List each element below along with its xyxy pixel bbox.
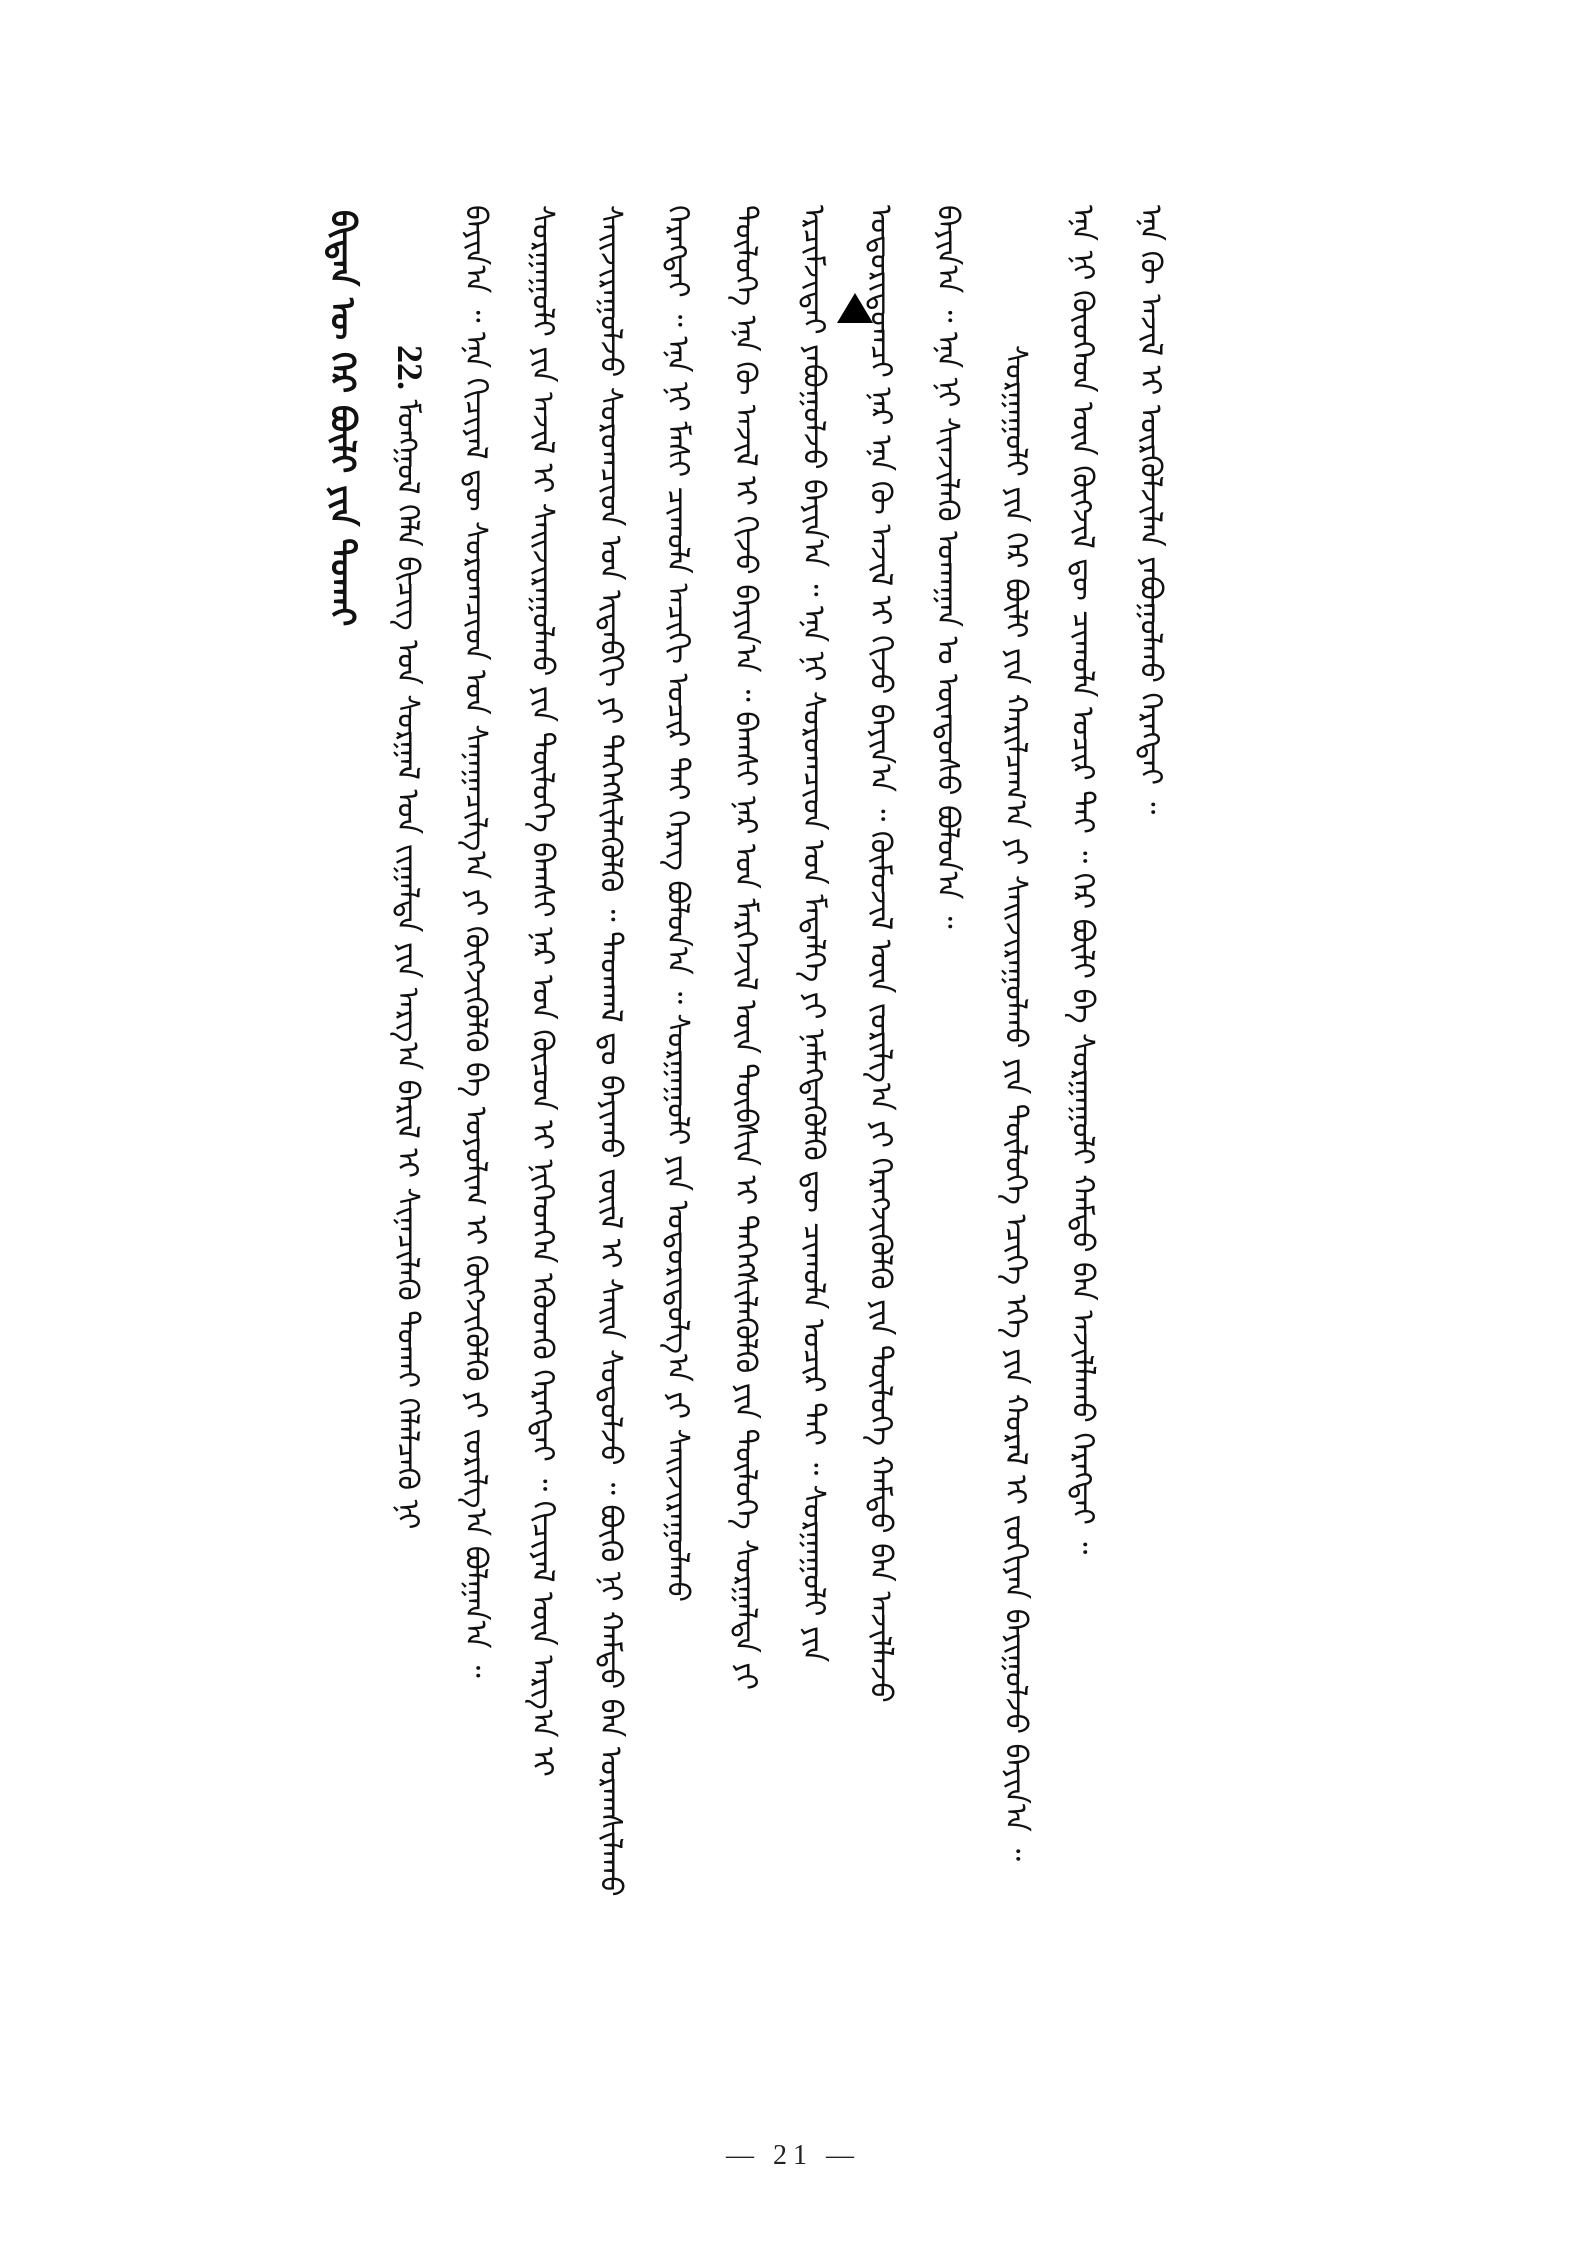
column-text: ᠰᠤᠷᠭᠠᠭᠤᠯᠢ ᠶᠢᠨ ᠠᠵᠢᠯ ᠢ ᠰᠠᠢᠵᠢᠷᠠᠭᠤᠯᠬᠤ ᠶᠢᠨ ᠲᠥᠯᠦᠭᠡ ᠪᠠᠭᠰᠢ ᠨᠠᠷ ᠤᠨ ᠬᠦᠴᠦᠨ ᠢ ᠨᠢᠭᠡᠳᠭᠡᠨ ᠡᠭᠦᠳᠬᠦ ᠬᠡᠷᠡᠭᠲᠡᠢ ᠃ ᠬᠢᠴᠢᠶᠡᠯ ᠦᠨ ᠠᠷᠭ᠎ᠠ ᠢ <box>525 205 560 1777</box>
triangle-marker-icon <box>837 293 873 323</box>
text-column-7 <box>793 205 833 1662</box>
column-text: ᠪᠠᠶᠢᠨ᠎ᠠ ᠃ ᠡᠨᠡ ᠨᠢ ᠰᠢᠨᠵᠢᠯᠡᠬᠦ ᠤᠬᠠᠭᠠᠨ ᠤ ᠦᠨᠳᠦᠰᠦ ᠪᠣᠯᠤᠨ᠎ᠠ ᠃ <box>930 205 965 929</box>
section-heading <box>322 210 362 626</box>
text-column-8 <box>860 205 900 1703</box>
text-column-3 <box>522 205 562 1777</box>
page-number: — 21 — <box>726 2140 860 2171</box>
column-text: ᠬᠡᠷᠡᠭᠲᠡᠢ ᠃ ᠡᠨᠡ ᠨᠢ ᠮᠠᠰᠢ ᠴᠢᠬᠤᠯᠠ ᠠᠴᠢᠬᠢ ᠤᠴᠢᠷ ᠲᠠᠢ ᠬᠡᠷᠡᠭ ᠪᠣᠯᠤᠨ᠎ᠠ ᠃ ᠰᠤᠷᠭᠠᠭᠤᠯᠢ ᠶᠢᠨ ᠤᠳᠤᠷᠢᠳᠤᠯᠭ᠎ᠠ ᠶᠢ ᠰᠠᠢᠵᠢᠷᠠᠭᠤᠯᠬᠤ <box>660 205 695 1603</box>
text-column-10 <box>995 345 1035 1861</box>
column-text: ᠡᠨᠡ ᠨᠢ ᠬᠦᠦᠬᠡᠳ ᠦᠨ ᠬᠥᠭᠵᠢᠯ ᠳᠦ ᠴᠢᠬᠤᠯᠠ ᠤᠴᠢᠷ ᠲᠠᠢ ᠃ ᠭᠡᠷ ᠪᠦᠯᠢ ᠪᠠ ᠰᠤᠷᠭᠠᠭᠤᠯᠢ ᠬᠠᠮᠲᠤ ᠪᠠᠨ ᠠᠵᠢᠯᠯᠠᠬᠤ ᠬᠡᠷᠡᠭᠲᠡᠢ ᠃ <box>1065 205 1100 1555</box>
item-number: 22. <box>390 345 430 390</box>
column-text: ᠪᠠᠶᠢᠨ᠎ᠠ ᠃ ᠡᠨᠡ ᠬᠢᠴᠢᠶᠡᠯ ᠳᠦ ᠰᠤᠷᠤᠭᠴᠢᠳ ᠤᠨ ᠰᠠᠨᠠᠭᠠᠴᠢᠯᠭ᠎ᠠ ᠶᠢ ᠬᠥᠭᠵᠢᠭᠦᠯᠬᠦ ᠪᠠ ᠤᠶᠤᠯᠢᠭ ᠢ ᠬᠥᠭᠵᠢᠭᠦᠯᠬᠦ ᠶᠢ ᠵᠣᠷᠢᠯᠭ᠎ᠠ ᠪᠣᠯᠭᠠᠨ᠎ᠠ ᠃ <box>458 205 493 1678</box>
column-text: ᠮᠣᠩᠭᠣᠯ ᠬᠡᠯᠡ ᠪᠢᠴᠢᠭ ᠤᠨ ᠰᠤᠷᠭᠠᠯ ᠤᠨ ᠵᠢᠭᠠᠯᠲᠠ ᠶᠢᠨ ᠠᠷᠭ᠎ᠠ ᠪᠠᠷᠢᠯ ᠢ ᠰᠢᠨᠡᠴᠢᠯᠡᠬᠦ ᠲᠤᠬᠠᠢ ᠬᠡᠯᠡᠯᠴᠡᠬᠦ ᠨᠢ <box>390 399 425 1530</box>
text-column-1 <box>387 345 430 1529</box>
column-text: ᠡᠨᠡ ᠬᠦ ᠠᠵᠢᠯ ᠢ ᠦᠷᠭᠦᠯᠵᠢᠯᠡᠨ ᠶᠠᠪᠤᠭᠤᠯᠬᠤ ᠬᠡᠷᠡᠭᠲᠡᠢ ᠃ <box>1133 205 1168 815</box>
text-column-5 <box>657 205 697 1602</box>
column-text: ᠲᠥᠯᠦᠭᠡ ᠡᠨᠡ ᠬᠦ ᠠᠵᠢᠯ ᠢ ᠬᠢᠵᠦ ᠪᠠᠶᠢᠨ᠎ᠠ ᠃ ᠪᠠᠭᠰᠢ ᠨᠠᠷ ᠤᠨ ᠮᠡᠷᠭᠡᠵᠢᠯ ᠦᠨ ᠲᠦᠪᠰᠢᠨ ᠢ ᠳᠡᠭᠡᠭᠰᠢᠯᠡᠭᠦᠯᠬᠦ ᠶᠢᠨ ᠲᠥᠯᠦᠭᠡ ᠰᠤᠷᠭᠠᠯᠲᠠ ᠶᠢ <box>728 205 763 1691</box>
text-column-2 <box>455 205 495 1678</box>
text-column-4 <box>590 205 630 1897</box>
text-column-9 <box>927 205 967 929</box>
column-text: ᠰᠠᠢᠵᠢᠷᠠᠭᠤᠯᠵᠤ ᠰᠤᠷᠤᠭᠴᠢᠳ ᠤᠨ ᠢᠳᠡᠪᠬᠢ ᠶᠢ ᠳᠡᠭᠡᠭᠰᠢᠯᠡᠭᠦᠯᠬᠦ ᠃ ᠳᠠᠳᠬᠠᠯ ᠳᠤ ᠪᠠᠶᠢᠬᠤ ᠵᠦᠢᠯ ᠢ ᠰᠠᠢᠨ ᠰᠤᠳᠤᠯᠵᠤ ᠃ ᠪᠦᠬᠦ ᠨᠢ ᠬᠠᠮᠲᠤ ᠪᠠᠨ ᠤᠷᠠᠭᠰᠢᠯᠠᠬᠤ <box>593 205 628 1897</box>
column-text: ᠤᠳᠤᠷᠢᠳᠤᠭᠴᠢ ᠨᠠᠷ ᠡᠨᠡ ᠬᠦ ᠠᠵᠢᠯ ᠢ ᠬᠢᠵᠦ ᠪᠠᠶᠢᠨ᠎ᠠ ᠃ ᠬᠦᠮᠦᠵᠢᠯ ᠦᠨ ᠵᠣᠷᠢᠯᠭ᠎ᠠ ᠶᠢ ᠬᠡᠷᠡᠭᠵᠢᠭᠦᠯᠬᠦ ᠶᠢᠨ ᠲᠥᠯᠦᠭᠡ ᠬᠠᠮᠲᠤ ᠪᠠᠨ ᠠᠵᠢᠯᠯᠠᠵᠤ <box>863 205 898 1703</box>
heading-text: ᠪᠢᠳᠡᠨ ᠦ ᠭᠡᠷ ᠪᠦᠯᠢ ᠶᠢᠨ ᠲᠤᠬᠠᠢ <box>322 210 362 627</box>
text-column-11 <box>1062 205 1102 1554</box>
column-text: ᠰᠤᠷᠭᠠᠭᠤᠯᠢ ᠶᠢᠨ ᠭᠡᠷ ᠪᠦᠯᠢ ᠶᠢᠨ ᠬᠠᠷᠢᠯᠴᠠᠭ᠎ᠠ ᠶᠢ ᠰᠠᠢᠵᠢᠷᠠᠭᠤᠯᠬᠤ ᠶᠢᠨ ᠲᠥᠯᠦᠭᠡ ᠡᠴᠢᠭᠡ ᠡᠬᠡ ᠶᠢᠨ ᠬᠤᠷᠠᠯ ᠢ ᠵᠣᠬᠢᠶᠠᠨ ᠪᠠᠶᠢᠭᠤᠯᠵᠤ ᠪᠠᠶᠢᠨ᠎ᠠ ᠃ <box>998 345 1033 1862</box>
column-text: ᠡᠷᠴᠢᠮᠵᠢᠲᠡᠢ ᠶᠠᠪᠤᠭᠤᠯᠵᠤ ᠪᠠᠶᠢᠨ᠎ᠠ ᠃ ᠡᠨᠡ ᠨᠢ ᠰᠤᠷᠤᠭᠴᠢᠳ ᠤᠨ ᠮᠡᠳᠡᠯᠭᠡ ᠶᠢ ᠨᠡᠮᠡᠭᠳᠡᠭᠦᠯᠬᠦ ᠳᠦ ᠴᠢᠬᠤᠯᠠ ᠤᠴᠢᠷ ᠲᠠᠢ ᠃ ᠰᠤᠷᠭᠠᠭᠤᠯᠢ ᠶᠢᠨ <box>796 205 831 1663</box>
text-column-6 <box>725 205 765 1690</box>
text-column-12 <box>1130 205 1170 814</box>
